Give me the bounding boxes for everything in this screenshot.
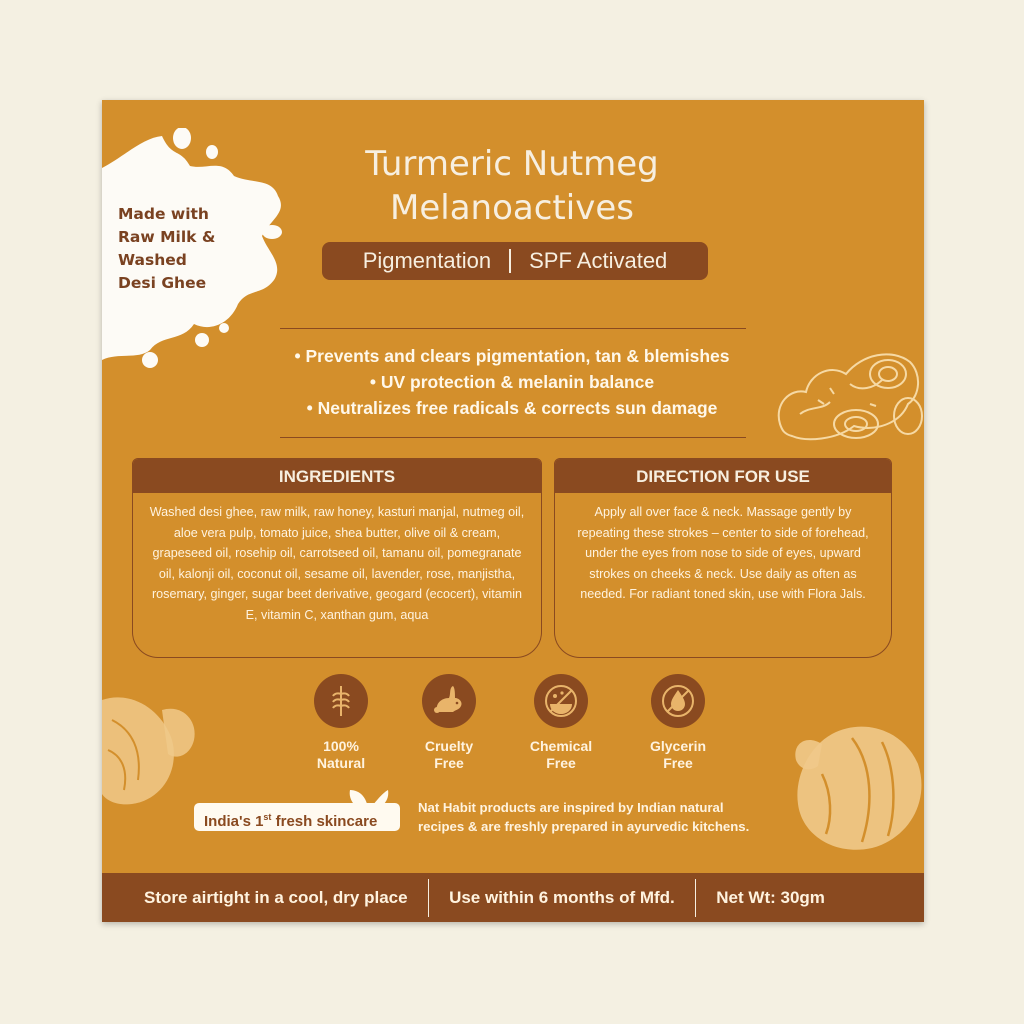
directions-heading: DIRECTION FOR USE xyxy=(555,459,891,493)
tag-pigmentation: Pigmentation xyxy=(362,248,492,273)
splash-line: Raw Milk & xyxy=(118,228,216,246)
nutmeg-right-icon xyxy=(792,714,924,854)
benefit-item: • Neutralizes free radicals & corrects sun damage xyxy=(306,398,718,418)
ingredients-heading: INGREDIENTS xyxy=(133,459,541,493)
footer-bar xyxy=(102,873,924,922)
badge-chemical-free xyxy=(506,674,616,772)
splash-line: Washed xyxy=(118,251,187,269)
product-title xyxy=(282,142,742,230)
directions-text: Apply all over face & neck. Massage gently by repeating these strokes – center to side of forehead, under the eyes from nose to side of eyes, upward strokes on cheeks & neck. Use daily as often as needed. For radiant toned skin, use with Flora Jals. xyxy=(577,505,869,601)
benefit-item: • UV protection & melanin balance xyxy=(369,372,655,392)
badge-label: 100% xyxy=(323,738,359,754)
tagline-sup: st xyxy=(263,812,272,822)
badge-natural xyxy=(286,674,396,772)
rabbit-icon xyxy=(422,674,476,728)
ingredients-text: Washed desi ghee, raw milk, raw honey, kasturi manjal, nutmeg oil, aloe vera pulp, tomato juice, shea butter, olive oil & cream, grapeseed oil, rosehip oil, carrotseed oil, tamanu oil, pomegranate oil, kalonji oil, coconut oil, sesame oil, lavender, rose, manjistha, rosemary, ginger, sugar beet derivative, geogard (ecocert), vitamin E, vitamin C, xanthan gum, aqua xyxy=(149,505,525,622)
badge-label: Free xyxy=(663,755,693,771)
splash-text xyxy=(118,203,258,295)
tag-divider xyxy=(509,249,511,273)
inspired-line: recipes & are freshly prepared in ayurvedic kitchens. xyxy=(418,819,750,834)
title-line-1: Turmeric Nutmeg xyxy=(365,144,659,184)
net-weight: Net Wt: 30gm xyxy=(716,887,825,907)
badge-label: Natural xyxy=(316,755,366,771)
product-label xyxy=(102,100,924,922)
title-line-2: Melanoactives xyxy=(390,188,634,228)
badge-label: Free xyxy=(434,755,464,771)
splash-line: Desi Ghee xyxy=(118,274,207,292)
badge-label: Glycerin xyxy=(649,738,707,754)
no-drop-icon xyxy=(651,674,705,728)
benefit-item: • Prevents and clears pigmentation, tan & blemishes xyxy=(294,346,730,366)
tagline-suffix: fresh skincare xyxy=(271,813,378,830)
tagline-prefix: India's 1 xyxy=(204,813,264,830)
badge-label: Cruelty xyxy=(424,738,474,754)
ingredients-panel xyxy=(132,458,542,658)
use-within: Use within 6 months of Mfd. xyxy=(449,887,675,907)
splash-line: Made with xyxy=(118,205,209,223)
divider-bottom xyxy=(280,437,746,438)
badge-label: Chemical xyxy=(529,738,593,754)
storage-instruction: Store airtight in a cool, dry place xyxy=(144,887,408,907)
wheat-icon xyxy=(314,674,368,728)
badge-cruelty-free xyxy=(394,674,504,772)
badge-label: Free xyxy=(546,755,576,771)
flask-icon xyxy=(534,674,588,728)
inspired-text xyxy=(418,798,778,836)
leaf-icon xyxy=(346,786,390,814)
inspired-line: Nat Habit products are inspired by Indian natural xyxy=(418,800,724,815)
divider-top xyxy=(280,328,746,329)
tag-spf: SPF Activated xyxy=(529,248,668,273)
benefits-list xyxy=(232,343,792,421)
tag-bar xyxy=(322,242,708,280)
badge-glycerin-free xyxy=(623,674,733,772)
directions-panel xyxy=(554,458,892,658)
turmeric-root-icon xyxy=(770,344,924,448)
nutmeg-left-icon xyxy=(102,690,202,810)
